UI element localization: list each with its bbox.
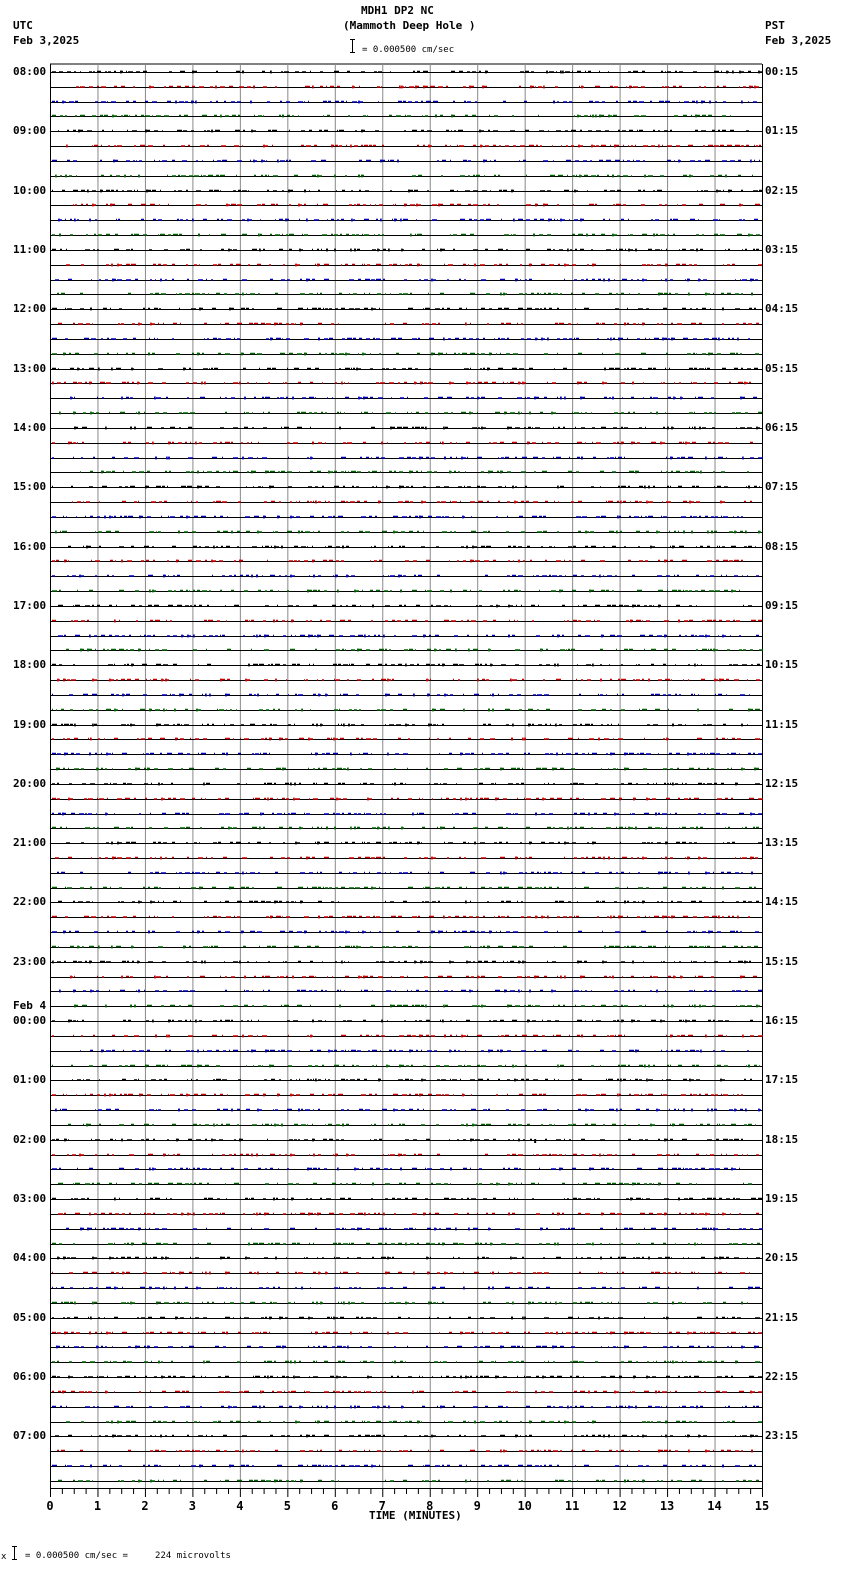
pst-hour-label: 13:15 bbox=[765, 836, 799, 849]
utc-hour-label: 12:00 bbox=[13, 302, 47, 315]
trace-noise bbox=[52, 1243, 760, 1246]
utc-hour-label: 20:00 bbox=[13, 777, 47, 790]
pst-hour-label: 19:15 bbox=[765, 1192, 799, 1205]
pst-hour-label: 11:15 bbox=[765, 718, 799, 731]
pst-hour-label: 20:15 bbox=[765, 1251, 799, 1264]
utc-hour-label: 16:00 bbox=[13, 540, 47, 553]
x-tick-label: 13 bbox=[659, 1499, 675, 1513]
x-tick-label: 3 bbox=[188, 1499, 197, 1513]
x-tick-label: 14 bbox=[707, 1499, 722, 1513]
trace-noise bbox=[52, 664, 760, 667]
pst-hour-label: 02:15 bbox=[765, 184, 799, 197]
pst-hour-label: 08:15 bbox=[765, 540, 799, 553]
footer-scale-cap-top bbox=[12, 1546, 17, 1547]
utc-hour-label: 00:00 bbox=[13, 1014, 47, 1027]
pst-hour-label: 03:15 bbox=[765, 243, 799, 256]
footer-prefix: x bbox=[1, 1552, 7, 1562]
x-axis-label: TIME (MINUTES) bbox=[369, 1509, 462, 1522]
utc-hour-label: 11:00 bbox=[13, 243, 47, 256]
x-tick-label: 4 bbox=[236, 1499, 244, 1513]
trace-noise bbox=[52, 783, 760, 786]
pst-hour-label: 23:15 bbox=[765, 1429, 799, 1442]
pst-hour-label: 04:15 bbox=[765, 302, 799, 315]
utc-hour-label: 15:00 bbox=[13, 480, 47, 493]
pst-hour-label: 18:15 bbox=[765, 1133, 799, 1146]
pst-hour-label: 17:15 bbox=[765, 1073, 799, 1086]
utc-hour-label: 22:00 bbox=[13, 895, 47, 908]
pst-hour-label: 21:15 bbox=[765, 1311, 799, 1324]
utc-hour-label: 06:00 bbox=[13, 1370, 47, 1383]
x-tick-label: 15 bbox=[754, 1499, 770, 1513]
utc-hour-label: 17:00 bbox=[13, 599, 47, 612]
pst-hour-label: 09:15 bbox=[765, 599, 799, 612]
trace-noise bbox=[52, 1065, 760, 1068]
pst-hour-label: 06:15 bbox=[765, 421, 799, 434]
footer-scale-text: = 0.000500 cm/sec = 224 microvolts bbox=[25, 1551, 231, 1561]
footer-scale-cap-bottom bbox=[12, 1559, 17, 1560]
pst-hour-label: 01:15 bbox=[765, 124, 799, 137]
left-timezone: UTC bbox=[13, 19, 33, 32]
scale-text: = 0.000500 cm/sec bbox=[362, 45, 455, 55]
utc-hour-label: 05:00 bbox=[13, 1311, 47, 1324]
x-tick-label: 5 bbox=[283, 1499, 291, 1513]
x-tick-label: 12 bbox=[612, 1499, 627, 1513]
x-tick-label: 11 bbox=[564, 1499, 580, 1513]
station-title: MDH1 DP2 NC bbox=[361, 4, 434, 17]
trace-noise bbox=[52, 486, 760, 489]
utc-hour-label: 09:00 bbox=[13, 124, 47, 137]
pst-hour-label: 10:15 bbox=[765, 658, 799, 671]
x-tick-label: 2 bbox=[141, 1499, 149, 1513]
utc-hour-label: 01:00 bbox=[13, 1073, 47, 1086]
footer-scale-bar-icon bbox=[14, 1546, 15, 1560]
utc-hour-label: 07:00 bbox=[13, 1429, 47, 1442]
utc-hour-label: 19:00 bbox=[13, 718, 47, 731]
x-tick-label: 10 bbox=[517, 1499, 532, 1513]
x-tick-label: 6 bbox=[331, 1499, 339, 1513]
utc-hour-label: 03:00 bbox=[13, 1192, 47, 1205]
pst-hour-label: 16:15 bbox=[765, 1014, 799, 1027]
utc-hour-label: 04:00 bbox=[13, 1251, 47, 1264]
right-timezone: PST bbox=[765, 19, 785, 32]
x-tick-label: 0 bbox=[46, 1499, 54, 1513]
utc-hour-label: 02:00 bbox=[13, 1133, 47, 1146]
trace-noise bbox=[52, 1361, 760, 1364]
pst-hour-label: 07:15 bbox=[765, 480, 799, 493]
x-tick-label: 8 bbox=[426, 1499, 434, 1513]
pst-hour-label: 15:15 bbox=[765, 955, 799, 968]
pst-hour-label: 00:15 bbox=[765, 65, 799, 78]
x-tick-label: 1 bbox=[93, 1499, 102, 1513]
pst-hour-label: 12:15 bbox=[765, 777, 799, 790]
x-tick-label: 9 bbox=[473, 1499, 481, 1513]
utc-hour-label: 10:00 bbox=[13, 184, 47, 197]
event-spike bbox=[534, 1139, 536, 1143]
utc-hour-label: 14:00 bbox=[13, 421, 47, 434]
utc-hour-label: 08:00 bbox=[13, 65, 47, 78]
utc-hour-label: 18:00 bbox=[13, 658, 47, 671]
utc-hour-label: 21:00 bbox=[13, 836, 47, 849]
utc-hour-label: 23:00 bbox=[13, 955, 47, 968]
pst-hour-label: 22:15 bbox=[765, 1370, 799, 1383]
right-date: Feb 3,2025 bbox=[765, 34, 832, 47]
pst-hour-label: 14:15 bbox=[765, 895, 799, 908]
utc-hour-label: 13:00 bbox=[13, 362, 47, 375]
pst-hour-label: 05:15 bbox=[765, 362, 799, 375]
left-date: Feb 3,2025 bbox=[13, 34, 80, 47]
x-tick-label: 7 bbox=[378, 1499, 386, 1513]
station-location: (Mammoth Deep Hole ) bbox=[343, 19, 476, 32]
date-change-label: Feb 4 bbox=[13, 999, 47, 1012]
